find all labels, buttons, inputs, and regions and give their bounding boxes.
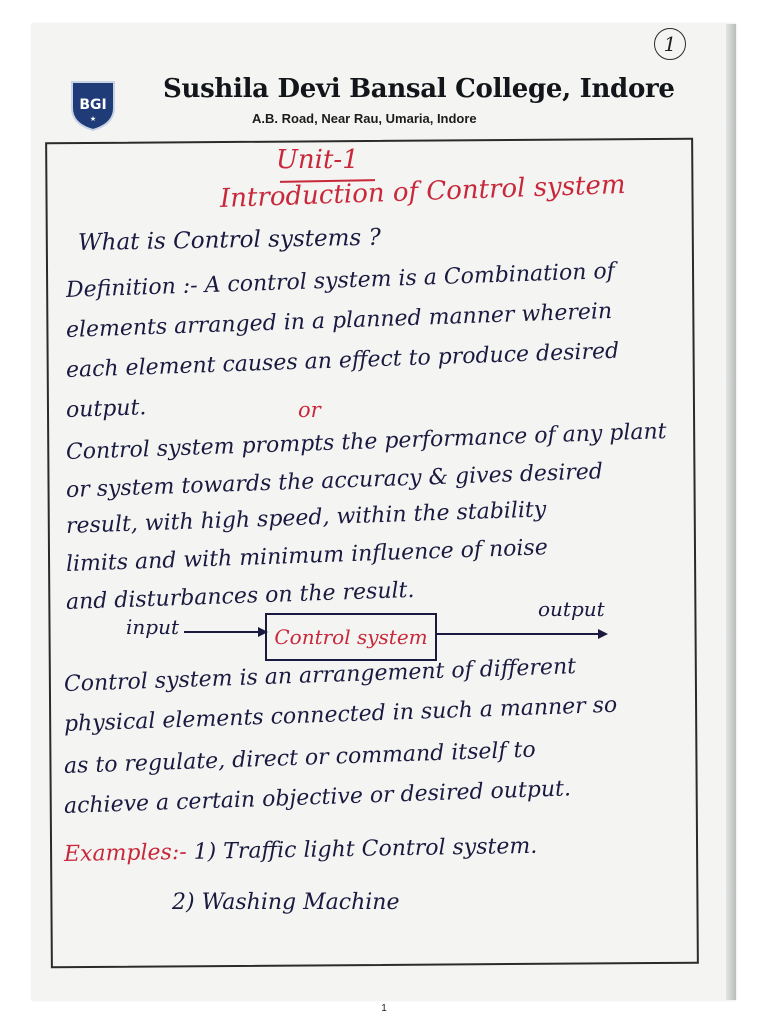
paragraph-2-line-2: or system towards the accuracy & gives desired bbox=[65, 459, 604, 503]
svg-text:★: ★ bbox=[89, 115, 97, 123]
diagram-input-label: input bbox=[126, 615, 179, 639]
definition-line-3: each element causes an effect to produce desired bbox=[65, 338, 620, 383]
college-name: Sushila Devi Bansal College, Indore bbox=[163, 74, 675, 104]
definition-line-4: output. bbox=[65, 395, 147, 423]
definition-label: Definition :- bbox=[65, 273, 199, 303]
paragraph-3-line-3: as to regulate, direct or command itself to bbox=[63, 737, 537, 779]
page-number-circled: 1 bbox=[654, 28, 686, 60]
example-2: 2) Washing Machine bbox=[172, 890, 400, 915]
paper-edge bbox=[726, 24, 736, 1000]
college-address: A.B. Road, Near Rau, Umaria, Indore bbox=[252, 111, 477, 126]
paragraph-3-line-2: physical elements connected in such a manner so bbox=[63, 692, 618, 737]
example-1: 1) Traffic light Control system. bbox=[193, 833, 538, 865]
chapter-title: Introduction of Control system bbox=[219, 169, 627, 214]
footer-page-number: 1 bbox=[381, 1003, 387, 1014]
diagram-output-label: output bbox=[538, 600, 605, 621]
paragraph-3-line-1: Control system is an arrangement of different bbox=[63, 654, 577, 697]
paragraph-3-line-4: achieve a certain objective or desired output. bbox=[63, 776, 572, 819]
paragraph-2-line-5: and disturbances on the result. bbox=[65, 577, 415, 615]
or-separator: or bbox=[298, 398, 321, 422]
paragraph-2-line-4: limits and with minimum influence of noise bbox=[65, 535, 549, 577]
examples-label: Examples:- bbox=[63, 839, 187, 867]
paragraph-2-line-3: result, with high speed, within the stability bbox=[65, 497, 547, 539]
question-line: What is Control systems ? bbox=[77, 224, 382, 256]
paragraph-2-line-1: Control system prompts the performance of any plant bbox=[65, 419, 667, 465]
unit-heading: Unit-1 bbox=[276, 145, 359, 175]
diagram-box-label: Control system bbox=[274, 625, 428, 649]
definition-text: A control system is a Combination of bbox=[204, 258, 616, 299]
output-arrowhead bbox=[598, 629, 608, 639]
definition-line-2: elements arranged in a planned manner wherein bbox=[65, 298, 613, 343]
logo-text: BGI bbox=[79, 97, 107, 113]
college-logo-icon bbox=[68, 78, 118, 132]
